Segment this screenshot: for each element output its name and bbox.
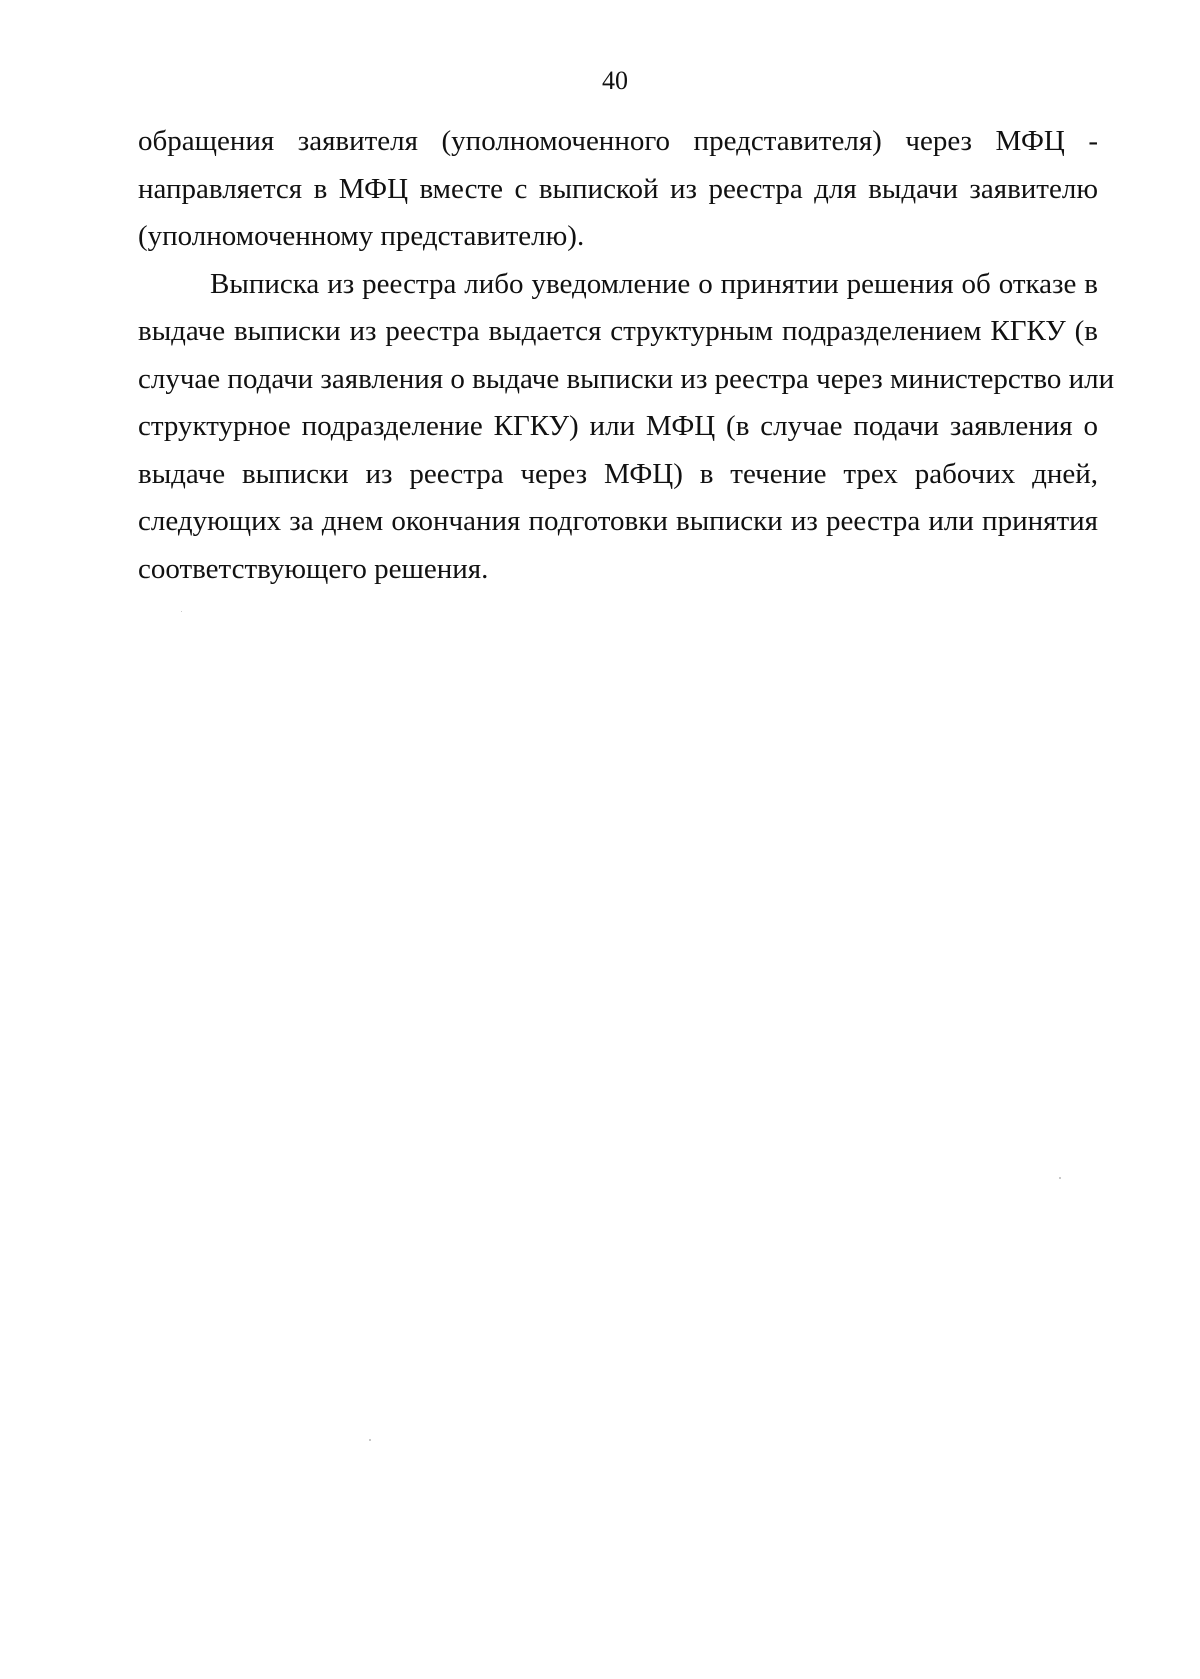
- text-line: направляется в МФЦ вместе с выпиской из реестра для выдачи заявителю: [138, 172, 1098, 205]
- paragraph-2: [138, 261, 1115, 594]
- scan-speck: [181, 611, 182, 612]
- text-line: обращения заявителя (уполномоченного представителя) через МФЦ -: [138, 125, 1098, 157]
- scan-speck: [369, 1439, 371, 1441]
- text-line: выдаче выписки из реестра выдается структурным подразделением КГКУ (в: [138, 315, 1098, 347]
- text-line: соответствующего решения.: [138, 552, 489, 585]
- text-line: Выписка из реестра либо уведомление о принятии решения об отказе в: [210, 267, 1098, 300]
- text-line: структурное подразделение КГКУ) или МФЦ (в случае подачи заявления о: [138, 410, 1098, 442]
- text-line: следующих за днем окончания подготовки выписки из реестра или принятия: [138, 505, 1098, 537]
- page-number: 40: [602, 66, 628, 95]
- paragraph-1: [138, 118, 1098, 261]
- body-text: [138, 118, 1115, 593]
- text-line: случае подачи заявления о выдаче выписки из реестра через министерство или: [138, 362, 1115, 395]
- text-line: (уполномоченному представителю).: [138, 220, 585, 252]
- text-line: выдаче выписки из реестра через МФЦ) в течение трех рабочих дней,: [138, 457, 1098, 490]
- scan-speck: [1059, 1177, 1061, 1179]
